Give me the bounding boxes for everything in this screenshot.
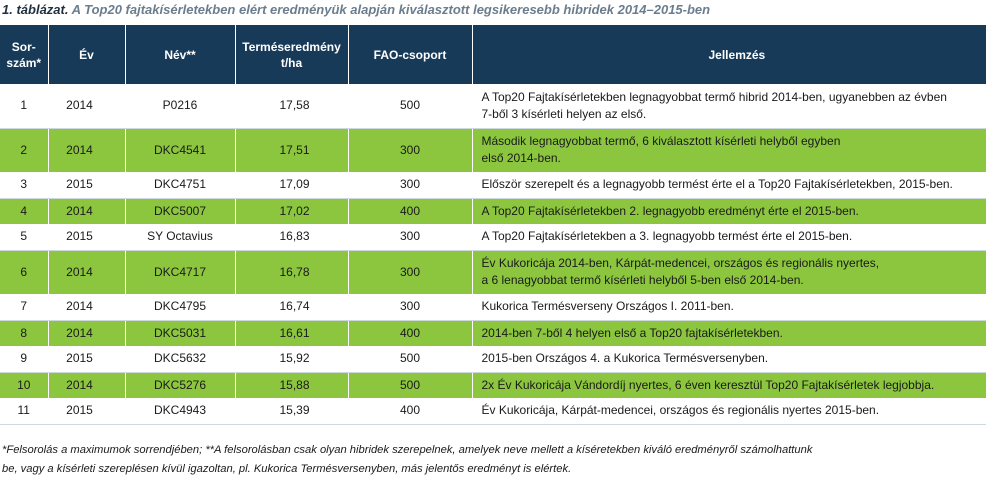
header-fao: FAO-csoport (348, 25, 472, 84)
cell-fao: 400 (348, 398, 472, 424)
cell-description (472, 128, 986, 172)
description-line: A Top20 Fajtakísérletekben legnagyobbat termő hibrid 2014-ben, ugyanebben az évben (481, 89, 947, 104)
cell-name: DKC5007 (125, 198, 235, 224)
table-row (0, 346, 986, 372)
cell-fao: 500 (348, 372, 472, 398)
cell-description (472, 84, 986, 128)
cell-description (472, 372, 986, 398)
cell-yield: 17,02 (235, 198, 348, 224)
table-row (0, 128, 986, 172)
header-rank-line2: szám* (6, 55, 42, 70)
cell-name: DKC4751 (125, 172, 235, 198)
cell-year: 2014 (48, 84, 125, 128)
cell-year: 2014 (48, 250, 125, 294)
table-row (0, 250, 986, 294)
header-description: Jellemzés (708, 47, 766, 62)
cell-rank: 2 (0, 128, 48, 172)
header-rank-line1: Sor- (11, 39, 36, 54)
table-row (0, 372, 986, 398)
cell-name: DKC5632 (125, 346, 235, 372)
cell-fao: 300 (348, 224, 472, 250)
cell-yield: 15,88 (235, 372, 348, 398)
header-rank (0, 25, 48, 84)
cell-description (472, 198, 986, 224)
description-line: Először szerepelt és a legnagyobb termést érte el a Top20 Fajtakísérletekben, 2015-ben. (481, 177, 953, 192)
footnote (2, 441, 984, 479)
cell-yield: 15,92 (235, 346, 348, 372)
description-line: A Top20 Fajtakísérletekben a 3. legnagyobb termést érte el 2015-ben. (481, 229, 853, 244)
description-line: Év Kukoricája 2014-ben, Kárpát-medencei, országos és regionális nyertes, (481, 256, 880, 271)
cell-yield: 16,61 (235, 320, 348, 346)
description-line: első 2014-ben. (481, 151, 561, 166)
cell-description (472, 320, 986, 346)
cell-year: 2014 (48, 372, 125, 398)
cell-yield: 16,83 (235, 224, 348, 250)
caption-title: A Top20 fajtakísérletekben elért eredményük alapján kiválasztott legsikeresebb hibridek 2014–2015-ben (71, 2, 711, 17)
description-line: Év Kukoricája, Kárpát-medencei, országos és regionális nyertes 2015-ben. (481, 403, 880, 418)
header-year: Év (48, 25, 125, 84)
cell-year: 2015 (48, 224, 125, 250)
description-line: 2014-ben 7-ből 4 helyen első a Top20 fajtakísérletekben. (481, 325, 783, 340)
cell-year: 2014 (48, 294, 125, 320)
cell-description (472, 398, 986, 424)
cell-description (472, 346, 986, 372)
cell-rank: 1 (0, 84, 48, 128)
cell-description (472, 172, 986, 198)
cell-rank: 11 (0, 398, 48, 424)
cell-name: DKC5031 (125, 320, 235, 346)
description-line: a 6 lenagyobbat termő kísérleti helyből 5-ben első 2014-ben. (481, 273, 804, 288)
cell-fao: 300 (348, 172, 472, 198)
cell-fao: 300 (348, 294, 472, 320)
cell-fao: 400 (348, 198, 472, 224)
cell-name: DKC4795 (125, 294, 235, 320)
cell-fao: 300 (348, 128, 472, 172)
cell-rank: 7 (0, 294, 48, 320)
header-row (0, 25, 986, 84)
cell-name: DKC5276 (125, 372, 235, 398)
description-line: 7-ből 3 kísérleti helyen az első. (481, 106, 647, 121)
cell-rank: 4 (0, 198, 48, 224)
table-row (0, 320, 986, 346)
cell-description (472, 294, 986, 320)
header-yield-line2: t/ha (280, 55, 303, 70)
cell-yield: 17,09 (235, 172, 348, 198)
cell-fao: 500 (348, 346, 472, 372)
cell-description (472, 224, 986, 250)
table-row (0, 294, 986, 320)
cell-yield: 16,74 (235, 294, 348, 320)
cell-rank: 6 (0, 250, 48, 294)
header-yield (235, 25, 348, 84)
cell-yield: 17,58 (235, 84, 348, 128)
description-line: 2x Év Kukoricája Vándordíj nyertes, 6 éven keresztül Top20 Fajtakísérletek legjobbja. (481, 377, 935, 392)
cell-yield: 15,39 (235, 398, 348, 424)
cell-fao: 300 (348, 250, 472, 294)
cell-year: 2015 (48, 172, 125, 198)
cell-rank: 9 (0, 346, 48, 372)
cell-year: 2015 (48, 346, 125, 372)
cell-rank: 5 (0, 224, 48, 250)
description-line: Második legnagyobbat termő, 6 kiválasztott kísérleti helyből egyben (481, 134, 841, 149)
header-yield-line1: Terméseredmény (242, 39, 341, 54)
table-row (0, 84, 986, 128)
table-body (0, 84, 986, 424)
cell-year: 2014 (48, 198, 125, 224)
cell-rank: 10 (0, 372, 48, 398)
cell-rank: 3 (0, 172, 48, 198)
cell-name: DKC4717 (125, 250, 235, 294)
cell-year: 2014 (48, 320, 125, 346)
description-line: Kukorica Termésverseny Országos I. 2011-ben. (481, 299, 734, 314)
cell-name: DKC4541 (125, 128, 235, 172)
cell-fao: 500 (348, 84, 472, 128)
table-row (0, 198, 986, 224)
caption-number: 1. táblázat. (2, 2, 69, 17)
cell-year: 2014 (48, 128, 125, 172)
cell-yield: 16,78 (235, 250, 348, 294)
table-caption (2, 0, 710, 22)
description-line: A Top20 Fajtakísérletekben 2. legnagyobb eredményt érte el 2015-ben. (481, 203, 859, 218)
footnote-line1: *Felsorolás a maximumok sorrendjében; **A felsorolásban csak olyan hibridek szerepelnek, amelyek neve mellett a kíséretekben kiváló eredményről számolhattunk (2, 444, 813, 456)
cell-fao: 400 (348, 320, 472, 346)
cell-name: SY Octavius (125, 224, 235, 250)
cell-name: P0216 (125, 84, 235, 128)
header-name: Név** (125, 25, 235, 84)
table-row (0, 398, 986, 424)
description-line: 2015-ben Országos 4. a Kukorica Termésversenyben. (481, 351, 769, 366)
hybrids-table (0, 25, 986, 425)
cell-year: 2015 (48, 398, 125, 424)
table-row (0, 224, 986, 250)
table-row (0, 172, 986, 198)
cell-yield: 17,51 (235, 128, 348, 172)
cell-rank: 8 (0, 320, 48, 346)
footnote-line2: be, vagy a kísérleti szereplésen kívül igazoltan, pl. Kukorica Termésversenyben, más jelentős eredményt is elértek. (2, 463, 572, 475)
table-header (0, 25, 986, 84)
cell-description (472, 250, 986, 294)
cell-name: DKC4943 (125, 398, 235, 424)
